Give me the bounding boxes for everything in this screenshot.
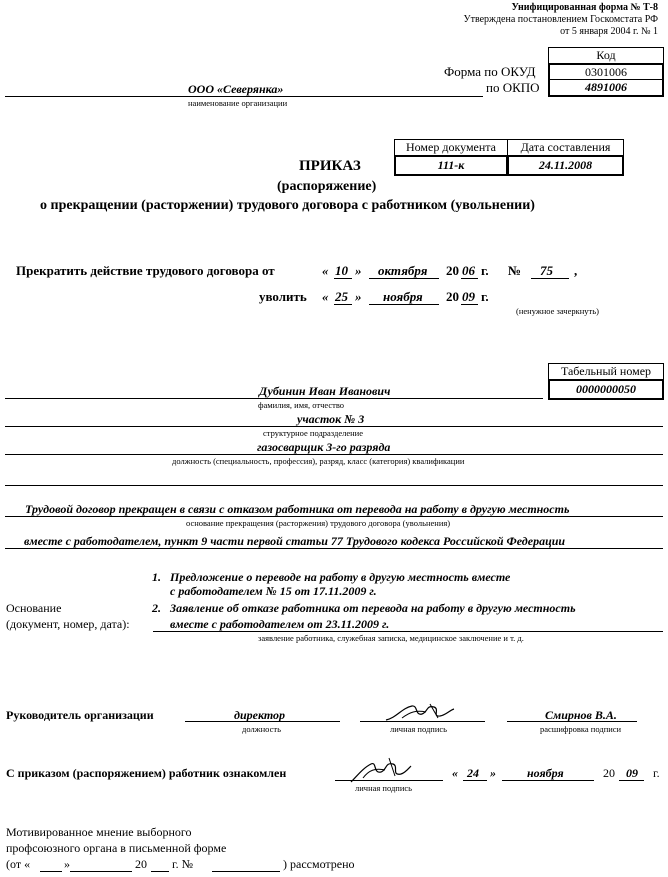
- terminate-year-underline: [461, 278, 478, 279]
- employee-signature-underline: [335, 780, 443, 781]
- okpo-label: по ОКПО: [486, 80, 540, 95]
- dismiss-quote-open: «: [322, 289, 329, 304]
- head-position-underline: [185, 721, 340, 722]
- dismiss-month: ноября: [383, 289, 423, 304]
- employee-name-caption: фамилия, имя, отчество: [258, 400, 345, 410]
- codes-header-cell: [548, 47, 664, 64]
- department-caption: структурное подразделение: [263, 428, 363, 438]
- organization-name: ООО «Северянка»: [188, 82, 284, 96]
- terminate-comma: ,: [574, 263, 578, 278]
- head-signature: [382, 700, 457, 726]
- codes-header: Код: [596, 48, 616, 62]
- okpo-value-cell: [548, 79, 664, 97]
- basis-item-2-line-2: вместе с работодателем от 23.11.2009 г.: [170, 617, 390, 631]
- union-month-blank: [70, 871, 132, 872]
- terminate-year-prefix: 20: [446, 263, 459, 278]
- strike-note: (ненужное зачеркнуть): [516, 306, 599, 316]
- doc-date-cell: [507, 155, 624, 176]
- grounds-line-1: Трудовой договор прекращен в связи с отказом работника от перевода на работу в другую местность: [25, 502, 570, 516]
- employee-signature: [345, 756, 415, 786]
- dismiss-quote-close: »: [355, 289, 362, 304]
- union-line-2: профсоюзного органа в письменной форме: [6, 841, 227, 855]
- head-name: Смирнов В.А.: [545, 708, 617, 722]
- basis-item-2-number: 2.: [152, 601, 161, 615]
- acquainted-year: 09: [626, 766, 638, 780]
- union-number-blank: [212, 871, 280, 872]
- position-caption: должность (специальность, профессия), разряд, класс (категория) квалификации: [172, 456, 465, 466]
- grounds-line-2: вместе с работодателем, пункт 9 части первой статьи 77 Трудового кодекса Российской Федерации: [24, 534, 566, 548]
- union-tail: ) рассмотрено: [283, 857, 355, 871]
- dismiss-month-underline: [369, 304, 439, 305]
- tab-number: 0000000050: [576, 382, 636, 396]
- acquainted-day-underline: [463, 780, 487, 781]
- basis-item-2-line-1: Заявление об отказе работника от перевода на работу в другую местность: [170, 601, 576, 615]
- tab-number-header-cell: [548, 363, 664, 380]
- dismiss-label: уволить: [259, 289, 307, 304]
- dismiss-day-underline: [334, 304, 352, 305]
- okud-value: 0301006: [585, 64, 627, 79]
- grounds-caption: основание прекращения (расторжения) трудового договора (увольнения): [186, 518, 451, 528]
- dismiss-year-underline: [461, 304, 478, 305]
- employee-signature-caption: личная подпись: [355, 783, 413, 793]
- document-subtitle: (распоряжение): [277, 179, 377, 194]
- form-approval-date: от 5 января 2004 г. № 1: [560, 26, 658, 37]
- dismiss-year-prefix: 20: [446, 289, 459, 304]
- terminate-year-suffix: г.: [481, 263, 489, 278]
- tab-number-header: Табельный номер: [560, 364, 652, 378]
- employee-name: Дубинин Иван Иванович: [259, 384, 391, 398]
- head-position-caption: должность: [242, 724, 281, 734]
- basis-label: Основание: [6, 601, 62, 615]
- okpo-value: 4891006: [585, 80, 627, 94]
- employee-name-underline: [5, 398, 543, 399]
- doc-number-header: [394, 139, 508, 156]
- acquainted-day: 24: [467, 766, 479, 780]
- head-name-caption: расшифровка подписи: [540, 724, 622, 734]
- acquainted-year-prefix: 20: [603, 766, 615, 780]
- terminate-month: октября: [378, 263, 428, 278]
- terminate-day: 10: [335, 263, 348, 278]
- grounds-underline-1: [5, 516, 663, 517]
- union-day-blank: [40, 871, 62, 872]
- acquainted-month: ноября: [527, 766, 564, 780]
- grounds-underline-2: [5, 548, 663, 549]
- form-approval-line: Утверждена постановлением Госкомстата РФ: [463, 14, 658, 25]
- tab-number-cell: [548, 379, 664, 400]
- dismiss-day: 25: [335, 289, 348, 304]
- head-name-underline: [507, 721, 637, 722]
- department-name: участок № 3: [297, 412, 365, 426]
- form-code-title: Унифицированная форма № Т-8: [511, 2, 658, 13]
- terminate-quote-close: »: [355, 263, 362, 278]
- union-line-1: Мотивированное мнение выборного: [6, 825, 192, 839]
- dismiss-year-suffix: г.: [481, 289, 489, 304]
- doc-number: 111-к: [437, 158, 465, 172]
- position-name: газосварщик 3-го разряда: [257, 440, 391, 454]
- terminate-month-underline: [369, 278, 439, 279]
- doc-date-header: [507, 139, 624, 156]
- acquainted-quote-open: «: [452, 766, 458, 780]
- doc-number-header-text: Номер документа: [405, 140, 497, 154]
- organization-caption: наименование организации: [188, 98, 288, 108]
- basis-item-1-line-2: с работодателем № 15 от 17.11.2009 г.: [170, 584, 377, 598]
- basis-underline: [153, 631, 663, 632]
- union-from-close: »: [64, 857, 70, 871]
- terminate-day-underline: [334, 278, 352, 279]
- head-signature-underline: [360, 721, 485, 722]
- acquainted-label: С приказом (распоряжением) работник ознакомлен: [6, 766, 287, 780]
- head-position: директор: [234, 708, 286, 722]
- doc-date-header-text: Дата составления: [520, 140, 611, 154]
- terminate-number-sign: №: [508, 263, 522, 278]
- okud-value-cell: [548, 63, 664, 80]
- document-title: ПРИКАЗ: [299, 158, 361, 174]
- doc-number-cell: [394, 155, 508, 176]
- document-subject: о прекращении (расторжении) трудового договора с работником (увольнении): [40, 198, 535, 213]
- head-label: Руководитель организации: [6, 708, 154, 722]
- terminate-year: 06: [462, 263, 475, 278]
- dismiss-year: 09: [462, 289, 475, 304]
- head-signature-caption: личная подпись: [390, 724, 448, 734]
- basis-caption: заявление работника, служебная записка, медицинское заключение и т. д.: [258, 633, 524, 643]
- acquainted-quote-close: »: [490, 766, 496, 780]
- terminate-number: 75: [540, 263, 553, 278]
- acquainted-year-underline: [619, 780, 644, 781]
- acquainted-year-suffix: г.: [653, 766, 660, 780]
- position-underline: [5, 454, 663, 455]
- basis-label-sub: (документ, номер, дата):: [6, 617, 130, 631]
- basis-item-1-number: 1.: [152, 570, 161, 584]
- union-from-open: (от «: [6, 857, 31, 871]
- union-year-suffix: г. №: [172, 857, 194, 871]
- department-underline: [5, 426, 663, 427]
- doc-date: 24.11.2008: [538, 158, 593, 172]
- blank-line: [5, 485, 663, 486]
- terminate-quote-open: «: [322, 263, 329, 278]
- union-year-blank: [151, 871, 169, 872]
- union-year-prefix: 20: [135, 857, 147, 871]
- terminate-number-underline: [531, 278, 569, 279]
- basis-item-1-line-1: Предложение о переводе на работу в другую местность вместе: [170, 570, 511, 584]
- acquainted-month-underline: [502, 780, 594, 781]
- terminate-label: Прекратить действие трудового договора от: [16, 263, 275, 278]
- okud-label: Форма по ОКУД: [444, 64, 536, 79]
- organization-underline: [5, 96, 483, 97]
